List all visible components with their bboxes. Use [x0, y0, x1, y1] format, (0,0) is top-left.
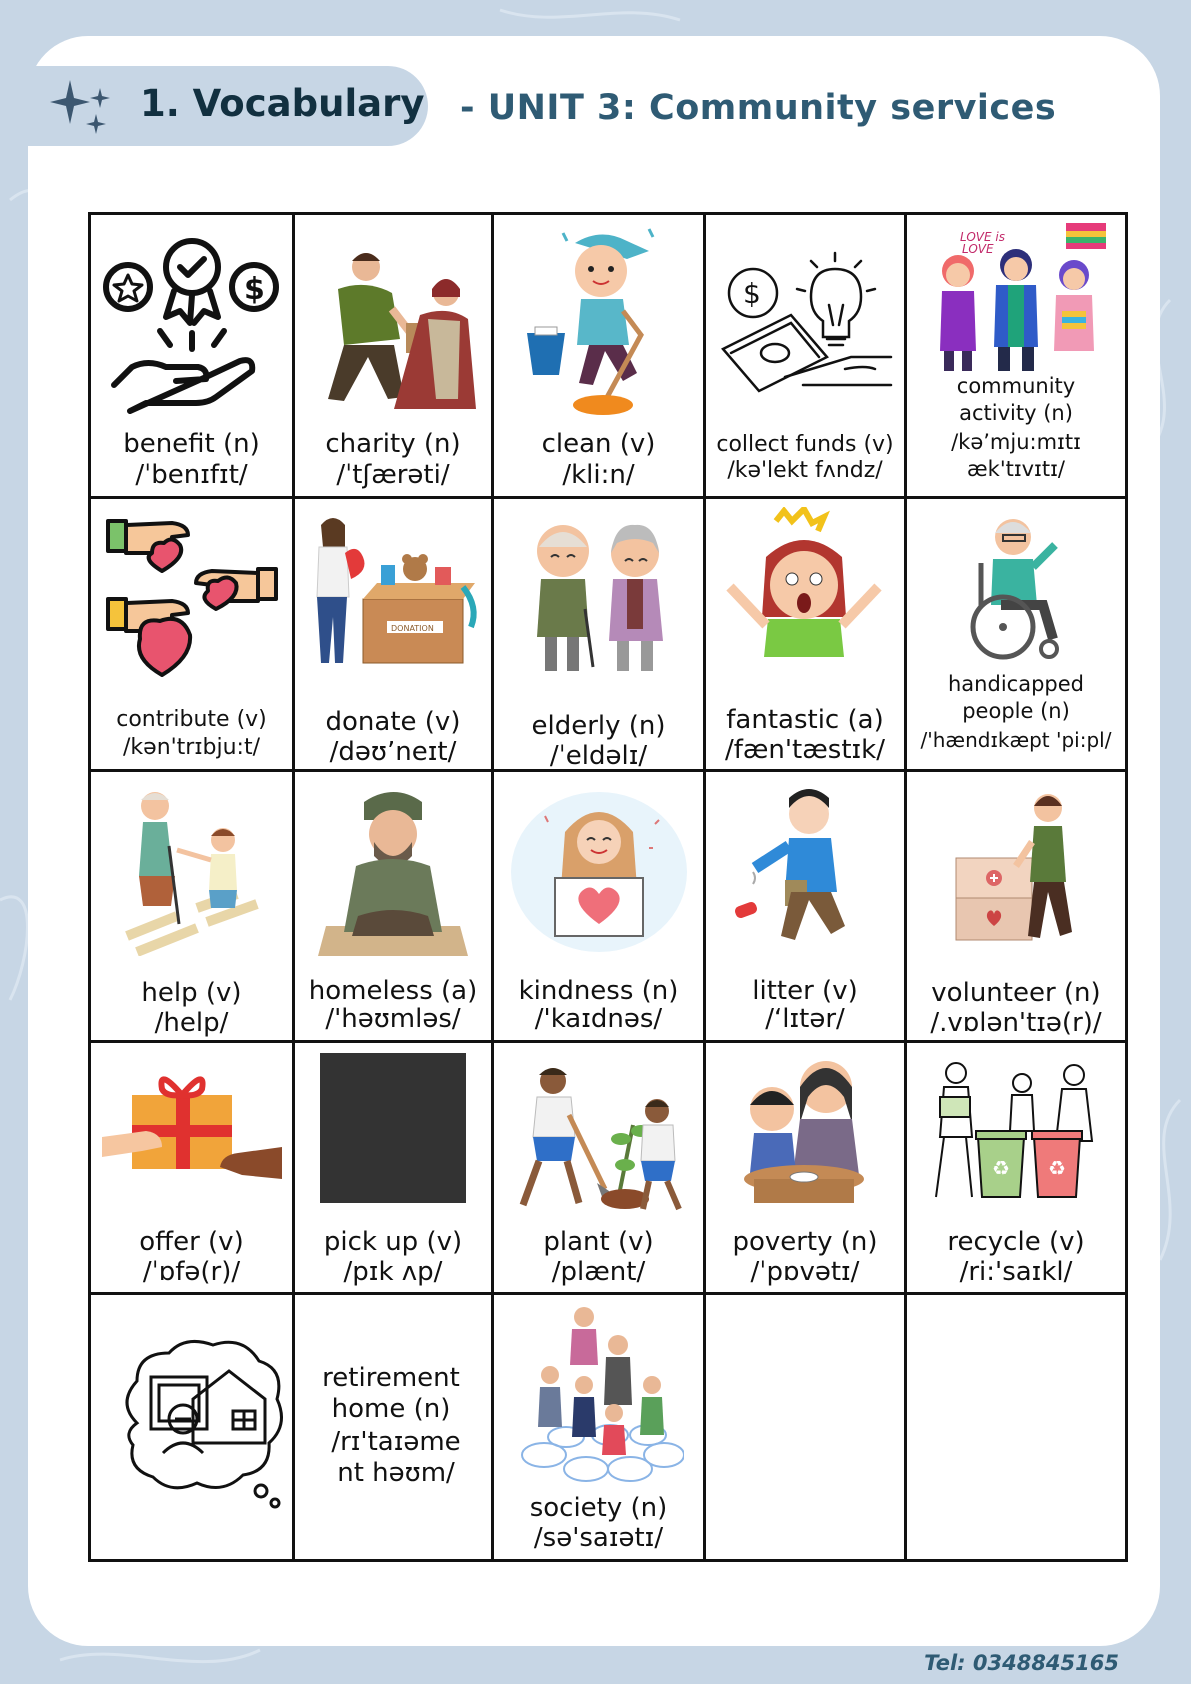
vocab-word: contribute (v): [116, 707, 267, 732]
vocab-word: pick up (v): [323, 1227, 463, 1257]
vocab-card: [295, 1043, 491, 1292]
vocab-ipa: /'həʊmləs/: [325, 1004, 461, 1034]
vocab-ipa: /'hændɪkæpt 'pi:pl/: [920, 728, 1112, 752]
vocab-word: benefit (n): [123, 429, 260, 459]
vocab-ipa: /help/: [154, 1008, 229, 1038]
littering-boy-icon: [735, 784, 875, 954]
vocab-word: help (v): [141, 978, 242, 1008]
vocab-card: [706, 499, 904, 769]
vocab-card: [494, 1043, 703, 1292]
unit-title: - UNIT 3: Community services: [460, 88, 1057, 128]
vocab-ipa: /plænt/: [551, 1257, 646, 1287]
sparkle-icon: [42, 74, 122, 138]
vocab-word: poverty (n): [732, 1227, 878, 1257]
vocab-ipa: /dəʊ’neɪt/: [329, 737, 457, 767]
svg-text:♻: ♻: [992, 1156, 1010, 1180]
vocab-ipa: /kə’mju:mɪtɪ æk'tɪvɪtɪ/: [951, 430, 1081, 481]
vocab-ipa: /fæn'tæstɪk/: [724, 735, 885, 765]
vocab-card: [295, 215, 491, 496]
vocab-card: [907, 499, 1125, 769]
vocab-word: volunteer (n): [931, 978, 1101, 1008]
vocab-ipa: /kə'lekt fʌndz/: [727, 458, 883, 483]
svg-text:$: $: [743, 277, 761, 310]
vocab-word: fantastic (a): [726, 705, 884, 735]
vocab-card: [91, 499, 292, 769]
vocab-card: [907, 215, 1125, 496]
vocab-card: [907, 772, 1125, 1040]
vocab-card: [706, 1043, 904, 1292]
vocab-ipa: /kli:n/: [562, 460, 635, 490]
vocab-ipa: /.vɒlən'tɪə(r)/: [930, 1008, 1102, 1038]
vocab-word: handicapped people (n): [948, 672, 1084, 723]
vocab-word: elderly (n): [531, 711, 666, 741]
vocab-ipa: /ˈeldəlɪ/: [549, 741, 648, 769]
vocab-card: [295, 772, 491, 1040]
vocab-card: [494, 1295, 703, 1559]
vocab-card: [494, 215, 703, 496]
svg-text:$: $: [243, 272, 265, 307]
homeless-man-icon: [318, 786, 468, 956]
crossing-help-icon: [117, 786, 267, 956]
empty-cell: [907, 1295, 1125, 1559]
retirement-home-icon: [113, 1333, 289, 1509]
vocab-card: [91, 1043, 292, 1292]
donation-box-icon: [303, 517, 483, 667]
volunteer-boxes-icon: [936, 786, 1096, 946]
vocab-ipa: /pɪk ʌp/: [343, 1257, 443, 1287]
vocab-card: [91, 1295, 491, 1559]
empty-cell: [706, 1295, 904, 1559]
svg-text:♻: ♻: [1048, 1156, 1066, 1180]
vocabulary-grid: [88, 212, 1128, 1562]
vocab-card: [91, 215, 292, 496]
vocab-card: [706, 772, 904, 1040]
vocab-word: clean (v): [541, 429, 656, 459]
vocab-word: retirement home (n): [322, 1363, 460, 1424]
svg-text:LOVE is: LOVE is: [960, 230, 1005, 244]
gift-offer-icon: [102, 1067, 282, 1197]
vocab-ipa: /ri:'saɪkl/: [959, 1257, 1073, 1287]
amazed-girl-icon: [720, 507, 890, 667]
vocab-ipa: /rɪ'taɪəme nt həʊm/: [331, 1427, 461, 1488]
vocab-ipa: /'kaɪdnəs/: [534, 1004, 663, 1034]
vocab-card: [494, 772, 703, 1040]
vocab-word: recycle (v): [947, 1227, 1085, 1257]
vocab-word: society (n): [529, 1493, 668, 1523]
vocab-word: charity (n): [325, 429, 461, 459]
recycle-bins-icon: [926, 1057, 1106, 1207]
charity-giving-icon: [308, 249, 478, 409]
svg-text:DONATION: DONATION: [391, 624, 434, 633]
poor-family-icon: [720, 1053, 890, 1213]
vocab-card: [295, 499, 491, 769]
dark-placeholder-icon: [320, 1053, 466, 1203]
vocab-card: [91, 772, 292, 1040]
hand-award-icon: [102, 235, 282, 415]
pride-parade-icon: [926, 221, 1106, 371]
vocab-word: collect funds (v): [716, 432, 894, 457]
vocab-word: litter (v): [752, 976, 858, 1006]
vocab-word: kindness (n): [518, 976, 679, 1006]
vocab-word: donate (v): [325, 707, 461, 737]
vocab-ipa: /ˈbenɪfɪt/: [135, 460, 248, 490]
vocab-word: plant (v): [543, 1227, 654, 1257]
footer-phone: Tel: 0348845165: [924, 1651, 1119, 1675]
section-title: 1. Vocabulary: [140, 82, 425, 125]
vocab-ipa: /kən'trɪbju:t/: [123, 735, 260, 760]
elderly-couple-icon: [519, 517, 679, 677]
vocab-ipa: /sə'saɪətɪ/: [533, 1523, 664, 1553]
vocab-ipa: /ˈɒfə(r)/: [142, 1257, 241, 1287]
society-network-icon: [514, 1305, 684, 1485]
vocab-ipa: /‘lɪtər/: [765, 1004, 845, 1034]
wheelchair-icon: [951, 511, 1081, 661]
money-idea-icon: [715, 245, 895, 405]
planting-tree-icon: [509, 1065, 689, 1215]
vocab-word: homeless (a): [308, 976, 478, 1006]
vocab-card: [706, 215, 904, 496]
heart-sign-icon: [509, 792, 689, 952]
svg-text:LOVE: LOVE: [962, 242, 994, 256]
vocab-ipa: /ˈtʃærəti/: [336, 460, 450, 490]
cleaning-mop-icon: [519, 223, 679, 423]
vocab-word: community activity (n): [956, 374, 1076, 425]
vocab-ipa: /ˈpɒvətɪ/: [750, 1257, 860, 1287]
hands-hearts-icon: [102, 513, 282, 683]
vocab-card: [907, 1043, 1125, 1292]
vocab-card: [494, 499, 703, 769]
vocab-word: offer (v): [139, 1227, 244, 1257]
